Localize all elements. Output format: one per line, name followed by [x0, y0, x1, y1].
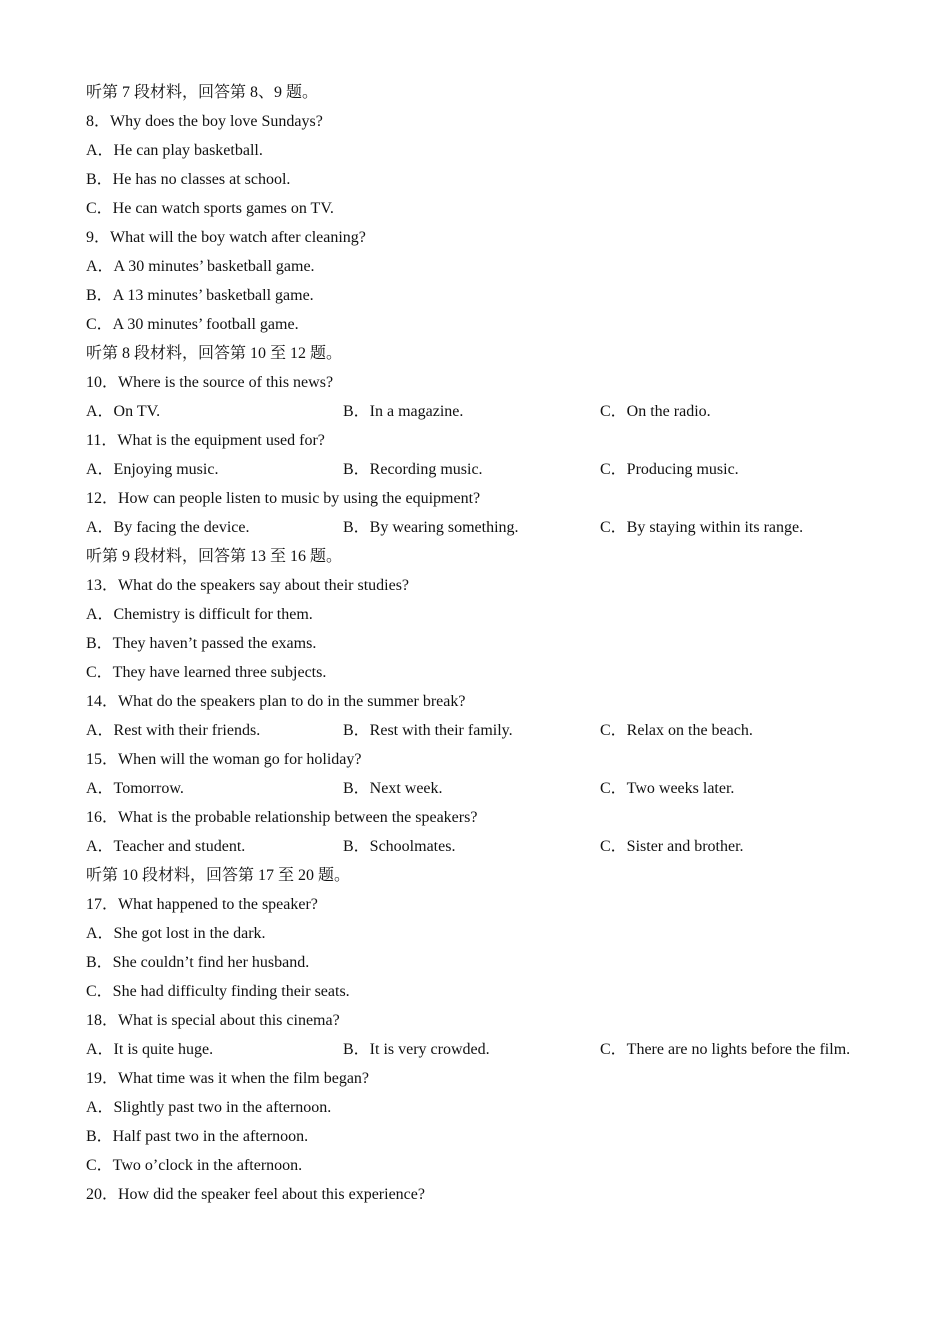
- answer-option: C．Relax on the beach.: [600, 722, 753, 739]
- question-text: 15．When will the woman go for holiday?: [86, 751, 362, 768]
- answer-option: A．Slightly past two in the afternoon.: [86, 1099, 332, 1116]
- answer-option: C．A 30 minutes’ football game.: [86, 316, 299, 333]
- answer-option: A．On TV.: [86, 403, 161, 420]
- answer-option: B．She couldn’t find her husband.: [86, 954, 310, 971]
- answer-option: C．Producing music.: [600, 461, 739, 478]
- document-body: [86, 78, 886, 1209]
- option-row: [86, 832, 886, 861]
- question-text: 13．What do the speakers say about their studies?: [86, 577, 410, 594]
- option-row: [86, 774, 886, 803]
- question-text: 9．What will the boy watch after cleaning?: [86, 229, 366, 246]
- answer-option: B．By wearing something.: [343, 519, 519, 536]
- answer-option: B．A 13 minutes’ basketball game.: [86, 287, 314, 304]
- answer-option: A．Teacher and student.: [86, 838, 246, 855]
- answer-option: B．They haven’t passed the exams.: [86, 635, 317, 652]
- answer-option: B．He has no classes at school.: [86, 171, 291, 188]
- answer-option: A．She got lost in the dark.: [86, 925, 266, 942]
- answer-option: A．Chemistry is difficult for them.: [86, 606, 313, 623]
- question-text: 14．What do the speakers plan to do in the summer break?: [86, 693, 466, 710]
- answer-option: B．It is very crowded.: [343, 1041, 490, 1058]
- answer-option: A．He can play basketball.: [86, 142, 263, 159]
- answer-option: B．Recording music.: [343, 461, 483, 478]
- question-text: 12．How can people listen to music by using the equipment?: [86, 490, 481, 507]
- option-row: [86, 1035, 886, 1064]
- option-row: [86, 716, 886, 745]
- answer-option: B．In a magazine.: [343, 403, 464, 420]
- answer-option: A．Enjoying music.: [86, 461, 219, 478]
- option-row: [86, 455, 886, 484]
- answer-option: C．By staying within its range.: [600, 519, 804, 536]
- answer-option: B．Rest with their family.: [343, 722, 513, 739]
- answer-option: B．Next week.: [343, 780, 443, 797]
- answer-option: A．By facing the device.: [86, 519, 250, 536]
- answer-option: C．He can watch sports games on TV.: [86, 200, 334, 217]
- answer-option: A．Tomorrow.: [86, 780, 184, 797]
- answer-option: C．Sister and brother.: [600, 838, 744, 855]
- answer-option: C．They have learned three subjects.: [86, 664, 327, 681]
- answer-option: C．She had difficulty finding their seats.: [86, 983, 350, 1000]
- section-instruction: 听第 9 段材料，回答第 13 至 16 题。: [86, 548, 343, 565]
- section-instruction: 听第 7 段材料，回答第 8、9 题。: [86, 84, 319, 101]
- answer-option: C．There are no lights before the film.: [600, 1041, 851, 1058]
- question-text: 19．What time was it when the film began?: [86, 1070, 370, 1087]
- option-row: [86, 397, 886, 426]
- question-text: 18．What is special about this cinema?: [86, 1012, 340, 1029]
- answer-option: C．On the radio.: [600, 403, 711, 420]
- answer-option: A．Rest with their friends.: [86, 722, 261, 739]
- answer-option: C．Two weeks later.: [600, 780, 735, 797]
- answer-option: B．Half past two in the afternoon.: [86, 1128, 309, 1145]
- question-text: 10．Where is the source of this news?: [86, 374, 334, 391]
- option-row: [86, 513, 886, 542]
- answer-option: A．A 30 minutes’ basketball game.: [86, 258, 315, 275]
- question-text: 17．What happened to the speaker?: [86, 896, 318, 913]
- question-text: 20．How did the speaker feel about this experience?: [86, 1186, 425, 1203]
- answer-option: C．Two o’clock in the afternoon.: [86, 1157, 303, 1174]
- section-instruction: 听第 8 段材料，回答第 10 至 12 题。: [86, 345, 343, 362]
- answer-option: B．Schoolmates.: [343, 838, 456, 855]
- question-text: 11．What is the equipment used for?: [86, 432, 325, 449]
- question-text: 16．What is the probable relationship between the speakers?: [86, 809, 478, 826]
- section-instruction: 听第 10 段材料，回答第 17 至 20 题。: [86, 867, 351, 884]
- answer-option: A．It is quite huge.: [86, 1041, 214, 1058]
- question-text: 8．Why does the boy love Sundays?: [86, 113, 323, 130]
